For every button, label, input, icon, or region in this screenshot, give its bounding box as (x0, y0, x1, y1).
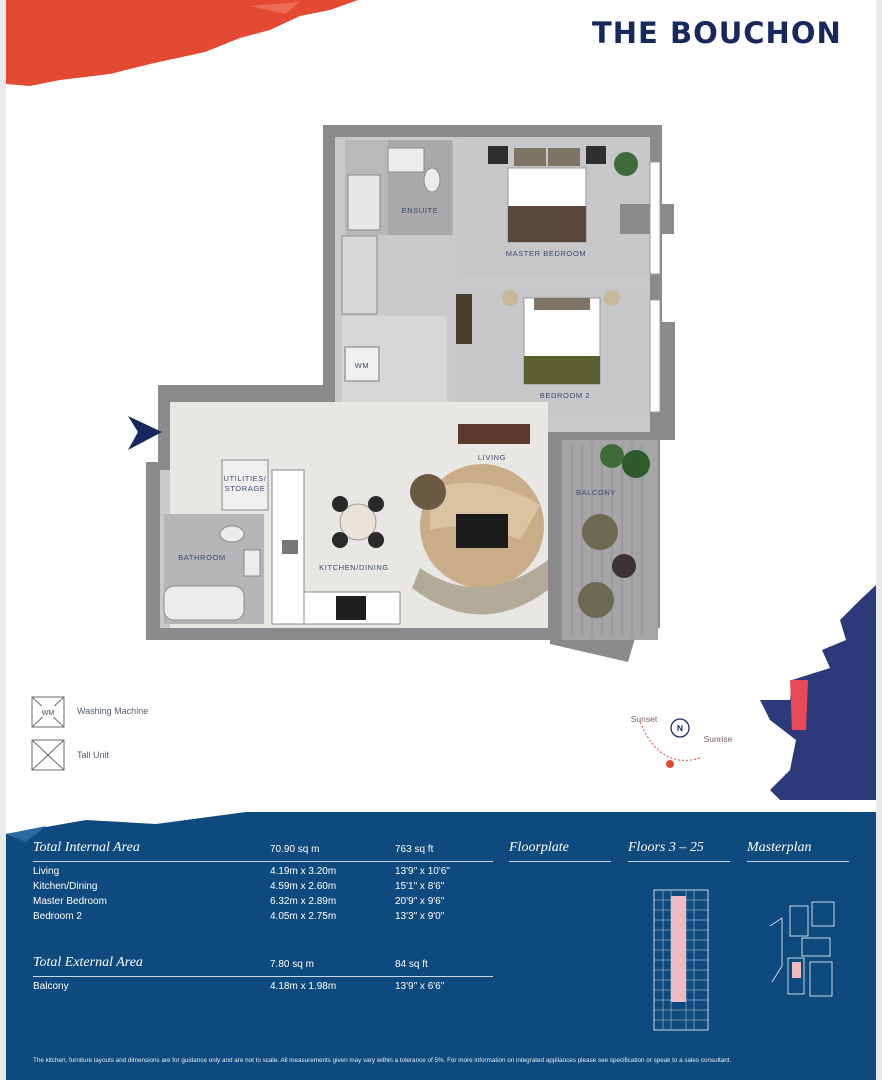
compass-sunrise: Sunrise (703, 734, 733, 744)
row-kitchen-name: Kitchen/Dining (33, 881, 98, 892)
row-master-imperial: 20'9" x 9'6" (395, 896, 445, 907)
row-bedroom2-metric: 4.05m x 2.75m (270, 911, 337, 922)
balcony-plant-1 (600, 444, 624, 468)
ensuite-toilet (424, 168, 440, 192)
internal-rule (33, 861, 493, 862)
master-bed-pillow-right (548, 148, 580, 166)
compass-north: N (676, 723, 684, 733)
area-schedule-panel (6, 812, 876, 1080)
lamp-left (502, 290, 518, 306)
row-living-imperial: 13'9" x 10'6" (395, 866, 450, 877)
tower-elevation (650, 886, 712, 1034)
ensuite-basin (388, 148, 424, 172)
master-bed-pillow-left (514, 148, 546, 166)
legend-wm-symbol: WM (41, 710, 55, 717)
shower-tray (348, 175, 380, 230)
coffee-table (456, 514, 508, 548)
label-balcony: BALCONY (575, 488, 617, 497)
balcony-plant-2 (622, 450, 650, 478)
internal-area-sqm: 70.90 sq m (270, 844, 320, 855)
dining-chair-1 (332, 496, 348, 512)
row-master-name: Master Bedroom (33, 896, 107, 907)
balcony-chair-1 (582, 514, 618, 550)
label-bedroom-2: BEDROOM 2 (539, 391, 591, 400)
bathtub (164, 586, 244, 620)
brand-logo: THE BOUCHON (592, 16, 842, 50)
dining-chair-2 (368, 496, 384, 512)
tv-unit (458, 424, 530, 444)
external-area-heading: Total External Area (33, 955, 143, 970)
red-brush-accent (790, 680, 808, 730)
master-bed-throw (508, 206, 586, 242)
bathroom-toilet (220, 526, 244, 542)
compass-sunset: Sunset (630, 714, 658, 724)
row-living-metric: 4.19m x 3.20m (270, 866, 337, 877)
row-kitchen-metric: 4.59m x 2.60m (270, 881, 337, 892)
external-area-sqm: 7.80 sq m (270, 959, 314, 970)
bedroom-2-throw (524, 356, 600, 384)
dining-chair-4 (368, 532, 384, 548)
external-area-sqft: 84 sq ft (395, 959, 428, 970)
disclaimer-text: The kitchen, furniture layouts and dimensions are for guidance only and are not to scale. All measurements given may vary within a tolerance of 5%. For more information on integrated appliances please see specification or speak to a sales consultant. (33, 1057, 732, 1064)
row-balcony-metric: 4.18m x 1.98m (270, 981, 337, 992)
label-wm: WM (354, 361, 370, 370)
row-balcony-name: Balcony (33, 981, 69, 992)
floors-rule (628, 861, 730, 862)
internal-area-heading: Total Internal Area (33, 840, 140, 855)
row-bedroom2-name: Bedroom 2 (33, 911, 82, 922)
compass (640, 719, 700, 768)
external-rule (33, 976, 493, 977)
row-kitchen-imperial: 15'1" x 8'6" (395, 881, 445, 892)
armchair (410, 474, 446, 510)
window-master (650, 162, 660, 274)
wardrobe (342, 236, 377, 314)
row-living-name: Living (33, 866, 60, 877)
bathroom-basin (244, 550, 260, 576)
masterplan-heading: Masterplan (747, 840, 812, 855)
row-balcony-imperial: 13'9" x 6'6" (395, 981, 445, 992)
blue-brush-stroke (760, 585, 876, 800)
label-utilities: UTILITIES/ (223, 474, 267, 483)
row-bedroom2-imperial: 13'3" x 9'0" (395, 911, 445, 922)
plant-master (614, 152, 638, 176)
masterplan-rule (747, 861, 849, 862)
column-master (620, 204, 674, 234)
balcony-table (612, 554, 636, 578)
hob (336, 596, 366, 620)
entrance-arrow (128, 416, 162, 450)
internal-area-sqft: 763 sq ft (395, 844, 434, 855)
nightstand-left (488, 146, 508, 164)
floorplate-rule (509, 861, 611, 862)
bedroom-2-pillows (534, 298, 590, 310)
sink (282, 540, 298, 554)
label-kitchen-dining: KITCHEN/DINING (319, 563, 389, 572)
floorplate-heading: Floorplate (509, 840, 569, 855)
legend-wm-label: Washing Machine (77, 706, 149, 716)
row-master-metric: 6.32m x 2.89m (270, 896, 337, 907)
nightstand-right (586, 146, 606, 164)
masterplan-map (762, 896, 842, 1006)
balcony-chair-2 (578, 582, 614, 618)
label-storage: STORAGE (224, 484, 266, 493)
desk (456, 294, 472, 344)
dining-chair-3 (332, 532, 348, 548)
floors-heading: Floors 3 – 25 (628, 840, 704, 855)
legend-tall-unit-label: Tall Unit (77, 750, 110, 760)
window-bedroom-2 (650, 300, 660, 412)
legend-tall-unit-icon (32, 740, 64, 770)
lamp-right (604, 290, 620, 306)
label-bathroom: BATHROOM (178, 553, 226, 562)
label-living: LIVING (477, 453, 507, 462)
label-ensuite: ENSUITE (401, 206, 439, 215)
label-master-bedroom: MASTER BEDROOM (505, 249, 587, 258)
